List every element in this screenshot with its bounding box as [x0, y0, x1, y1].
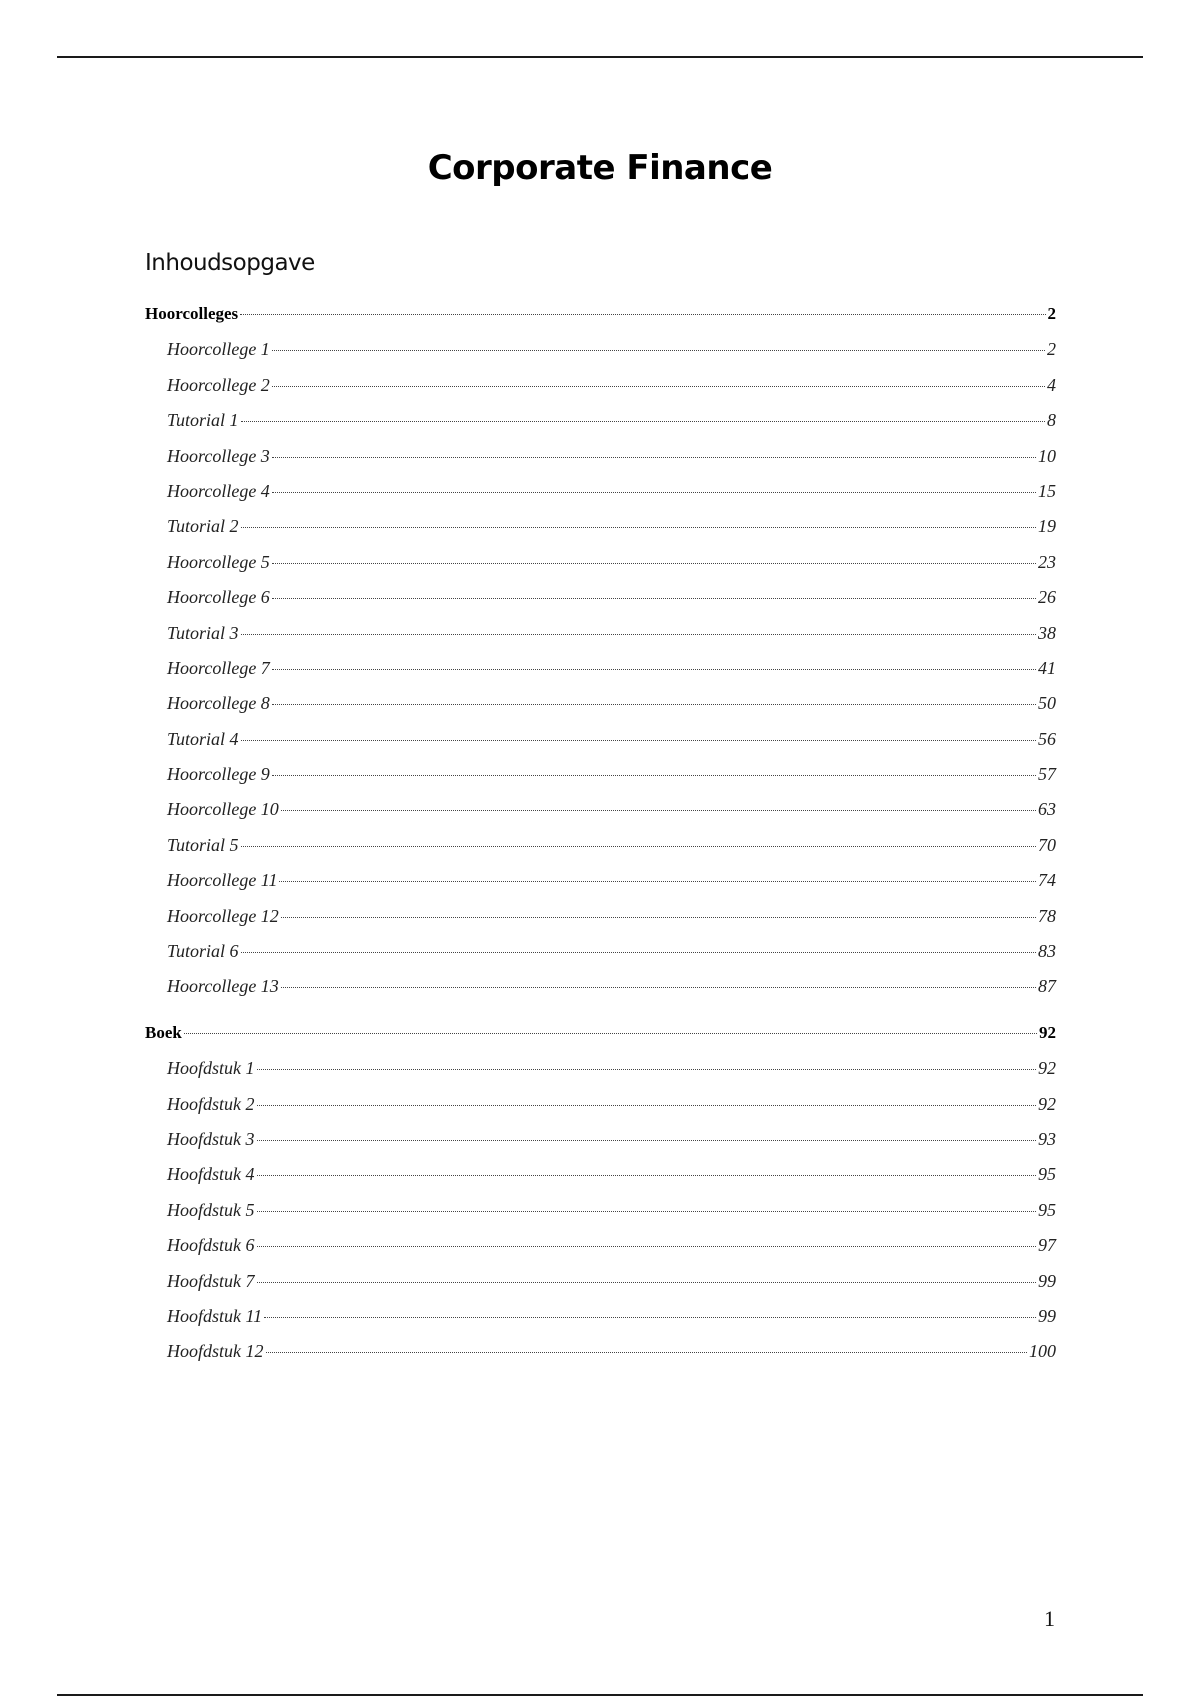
toc-entry[interactable]: [145, 1235, 1056, 1270]
toc-entry[interactable]: [145, 870, 1056, 905]
dot-leader: [266, 1352, 1028, 1353]
toc-entry-label: Hoofdstuk 4: [167, 1164, 255, 1185]
dot-leader: [184, 1033, 1037, 1034]
toc-entry-label: Hoorcolleges: [145, 304, 239, 323]
toc-entry-label: Tutorial 5: [167, 834, 239, 855]
toc-entry-label: Hoorcollege 9: [167, 764, 270, 785]
toc-entry-label: Hoofdstuk 12: [167, 1341, 264, 1362]
dot-leader: [281, 810, 1036, 811]
toc-entry-label: Hoorcollege 13: [167, 976, 279, 997]
toc-entry[interactable]: [145, 1306, 1056, 1341]
toc-entry-page: 8: [1047, 410, 1056, 431]
toc-entry-label: Hoorcollege 2: [167, 374, 270, 395]
dot-leader: [272, 457, 1036, 458]
dot-leader: [257, 1282, 1037, 1283]
toc-entry-page: 99: [1038, 1270, 1056, 1291]
toc-entry-label: Hoofdstuk 2: [167, 1093, 255, 1114]
dot-leader: [272, 492, 1036, 493]
dot-leader: [281, 987, 1036, 988]
toc-entry-label: Hoorcollege 11: [167, 870, 278, 891]
footer-rule: [57, 1694, 1143, 1696]
toc-entry-page: 83: [1038, 941, 1056, 962]
toc-entry[interactable]: [145, 410, 1056, 445]
toc-entry-label: Hoorcollege 3: [167, 445, 270, 466]
dot-leader: [241, 740, 1036, 741]
toc-entry[interactable]: [145, 906, 1056, 941]
toc-entry[interactable]: [145, 481, 1056, 516]
dot-leader: [241, 634, 1036, 635]
toc-entry-page: 4: [1047, 374, 1056, 395]
dot-leader: [257, 1140, 1037, 1141]
toc-entry-label: Hoofdstuk 5: [167, 1199, 255, 1220]
toc-entry-page: 92: [1038, 1058, 1056, 1079]
toc-entry-page: 95: [1038, 1199, 1056, 1220]
toc-section-heading[interactable]: [145, 1023, 1056, 1058]
toc-entry-page: 78: [1038, 905, 1056, 926]
dot-leader: [257, 1105, 1037, 1106]
toc-entry-label: Tutorial 1: [167, 410, 239, 431]
toc-entry[interactable]: [145, 693, 1056, 728]
dot-leader: [257, 1211, 1037, 1212]
toc-entry-label: Hoorcollege 5: [167, 551, 270, 572]
toc-entry-page: 74: [1038, 870, 1056, 891]
dot-leader: [241, 846, 1036, 847]
toc-entry-page: 26: [1038, 587, 1056, 608]
dot-leader: [240, 314, 1045, 315]
toc-entry[interactable]: [145, 835, 1056, 870]
toc-entry-label: Boek: [145, 1022, 182, 1042]
document-title: Corporate Finance: [427, 148, 773, 188]
toc-section: [145, 1023, 1056, 1377]
toc-entry-page: 2: [1047, 339, 1056, 360]
toc-entry[interactable]: [145, 729, 1056, 764]
toc-entry-page: 2: [1047, 304, 1056, 323]
toc-entry-label: Hoorcollege 7: [167, 657, 270, 678]
toc-entry[interactable]: [145, 587, 1056, 622]
toc-entry[interactable]: [145, 552, 1056, 587]
toc-entry-page: 95: [1038, 1164, 1056, 1185]
page-number: 1: [1044, 1606, 1055, 1631]
dot-leader: [281, 917, 1036, 918]
toc-entry-page: 23: [1038, 551, 1056, 572]
dot-leader: [264, 1317, 1036, 1318]
dot-leader: [272, 598, 1036, 599]
toc-entry-label: Hoofdstuk 6: [167, 1235, 255, 1256]
toc-entry-page: 70: [1038, 834, 1056, 855]
toc-entry-label: Hoorcollege 8: [167, 693, 270, 714]
table-of-contents: [145, 304, 1056, 1377]
toc-entry[interactable]: [145, 799, 1056, 834]
toc-entry[interactable]: [145, 1129, 1056, 1164]
toc-entry-page: 100: [1029, 1341, 1056, 1362]
dot-leader: [241, 527, 1036, 528]
dot-leader: [241, 421, 1045, 422]
toc-entry[interactable]: [145, 658, 1056, 693]
dot-leader: [257, 1246, 1037, 1247]
toc-entry-page: 56: [1038, 728, 1056, 749]
toc-entry[interactable]: [145, 1094, 1056, 1129]
toc-entry-label: Hoofdstuk 7: [167, 1270, 255, 1291]
toc-entry-label: Tutorial 6: [167, 941, 239, 962]
toc-heading: Inhoudsopgave: [145, 250, 315, 276]
toc-entry-label: Hoofdstuk 1: [167, 1058, 255, 1079]
toc-entry-page: 97: [1038, 1235, 1056, 1256]
toc-entry-page: 92: [1038, 1093, 1056, 1114]
dot-leader: [257, 1069, 1037, 1070]
toc-entry-label: Hoorcollege 10: [167, 799, 279, 820]
toc-entry[interactable]: [145, 339, 1056, 374]
toc-entry-page: 92: [1039, 1022, 1056, 1042]
toc-entry[interactable]: [145, 976, 1056, 1011]
toc-entry-label: Hoorcollege 12: [167, 905, 279, 926]
toc-entry[interactable]: [145, 1341, 1056, 1376]
toc-entry-label: Hoorcollege 1: [167, 339, 270, 360]
toc-entry-page: 41: [1038, 657, 1056, 678]
toc-entry-page: 99: [1038, 1305, 1056, 1326]
toc-entry-page: 38: [1038, 622, 1056, 643]
dot-leader: [272, 386, 1045, 387]
toc-entry[interactable]: [145, 1058, 1056, 1093]
toc-entry[interactable]: [145, 1200, 1056, 1235]
toc-entry-page: 87: [1038, 976, 1056, 997]
toc-entry-page: 57: [1038, 764, 1056, 785]
dot-leader: [272, 563, 1036, 564]
toc-entry-page: 15: [1038, 480, 1056, 501]
dot-leader: [272, 704, 1036, 705]
dot-leader: [272, 775, 1036, 776]
toc-entry-label: Tutorial 3: [167, 622, 239, 643]
toc-entry[interactable]: [145, 941, 1056, 976]
dot-leader: [279, 881, 1036, 882]
toc-section: [145, 304, 1056, 1012]
toc-entry[interactable]: [145, 446, 1056, 481]
toc-entry[interactable]: [145, 1164, 1056, 1199]
toc-entry-page: 19: [1038, 516, 1056, 537]
toc-entry[interactable]: [145, 516, 1056, 551]
toc-entry-label: Hoofdstuk 3: [167, 1128, 255, 1149]
toc-entry-page: 10: [1038, 445, 1056, 466]
toc-entry-label: Hoorcollege 4: [167, 480, 270, 501]
toc-entry-page: 50: [1038, 693, 1056, 714]
toc-section-heading[interactable]: [145, 304, 1056, 339]
toc-entry[interactable]: [145, 764, 1056, 799]
toc-entry[interactable]: [145, 1271, 1056, 1306]
toc-entry-label: Tutorial 4: [167, 728, 239, 749]
toc-entry-page: 63: [1038, 799, 1056, 820]
dot-leader: [272, 669, 1036, 670]
dot-leader: [241, 952, 1036, 953]
toc-entry[interactable]: [145, 623, 1056, 658]
header-rule: [57, 56, 1143, 58]
dot-leader: [272, 350, 1045, 351]
toc-entry-page: 93: [1038, 1128, 1056, 1149]
toc-entry[interactable]: [145, 375, 1056, 410]
toc-entry-label: Tutorial 2: [167, 516, 239, 537]
toc-entry-label: Hoofdstuk 11: [167, 1305, 263, 1326]
dot-leader: [257, 1175, 1037, 1176]
toc-entry-label: Hoorcollege 6: [167, 587, 270, 608]
